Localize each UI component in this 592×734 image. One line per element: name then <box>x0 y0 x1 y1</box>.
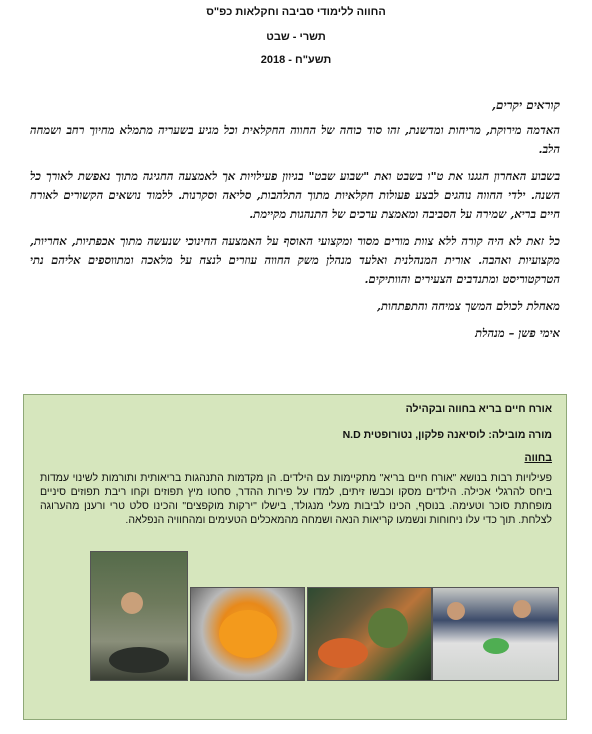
healthy-lifestyle-section <box>23 394 567 720</box>
editor-letter <box>30 96 560 351</box>
header-title: החווה ללימודי סביבה וחקלאות כפ"ס <box>206 6 386 18</box>
section-body: פעילויות רבות בנושא "אורח חיים בריא" מתקיימות עם הילדים. הן מקדמות התנהגות בריאותית ותורמות לשינוי עמדות ביחס להרגלי אכילה. הילדים מסקו וכבשו זיתים, למדו על פירות ההדר, סחטו מיץ תפוזים וקחו ריבת תפוזים סיניים מופחתת סוכר וטעימה. בנוסף, הכינו לביבות מעלי מנגולד, בישלו "ירקות מוקפצים" והכינו סלט טרי ורענן מהערוגה לצלחת. תוך כדי עלו ניחוחות ונשמעו קריאות הנאה ושמחה מהמאכלים הטעימים ומהחוויה הנפלאה. <box>40 472 552 526</box>
section-teacher: מורה מובילה: לוסיאנה פלקון, נטורופטית N.D <box>342 429 552 441</box>
photo-children-at-table <box>432 587 559 681</box>
header-months: תשרי - שבט <box>266 31 326 43</box>
photo-children-cooking <box>90 551 188 681</box>
letter-greeting: קוראים יקרים, <box>491 98 560 112</box>
section-title: אורח חיים בריא בחווה ובקהילה <box>405 403 552 415</box>
letter-paragraph: האדמה מירוקת, מריחות ומדשנת, זהו סוד כוחה של החווה החקלאית וכל מגיע בשעריה מתמלא מחיוך רחב ושמחה הלב. <box>30 123 560 156</box>
header-year: תשע"ח - 2018 <box>260 54 332 66</box>
section-subtitle: בחווה <box>524 452 552 464</box>
letter-paragraph: בשבוע האחרון חגגנו את ט"ו בשבט ואת "שבוע שבט" בגיוון פעילויות אך לאמצעה החגיגה מתוך נאפשת לאורך כל השנה. ילדי החווה נוהגים לבצע פעולות חקלאיות מתוך התלהבות, סליאה וסקרנות. ללמוד נושאים הקשורים לאורח חיים בריא, שמירה על הסביבה ומאמצת ערכים של התנהגות מקיימת. <box>30 169 560 221</box>
page-header <box>0 6 592 66</box>
letter-closing: מאחלת לכולם המשך צמיחה והתפתחות, <box>376 299 560 313</box>
photo-vegetable-cooking <box>307 587 432 681</box>
letter-paragraph: כל זאת לא היה קורה ללא צוות מורים מסור ומקצועי האוסף על האמצעה החינוכי שנעשה מתוך אכפתיות, אחריות, מקצועיות ואהבה. אורית המנהלנית ואלעד מנהלן משק החווה עוזרים לנצח על מלאכה ומתווספים אליהם נתי הטרקטוריסט ומתנדבים הצעירים והוותיקים. <box>30 234 560 286</box>
letter-signature: אימי פשן – מנהלת <box>475 326 560 340</box>
photo-orange-pot <box>190 587 305 681</box>
